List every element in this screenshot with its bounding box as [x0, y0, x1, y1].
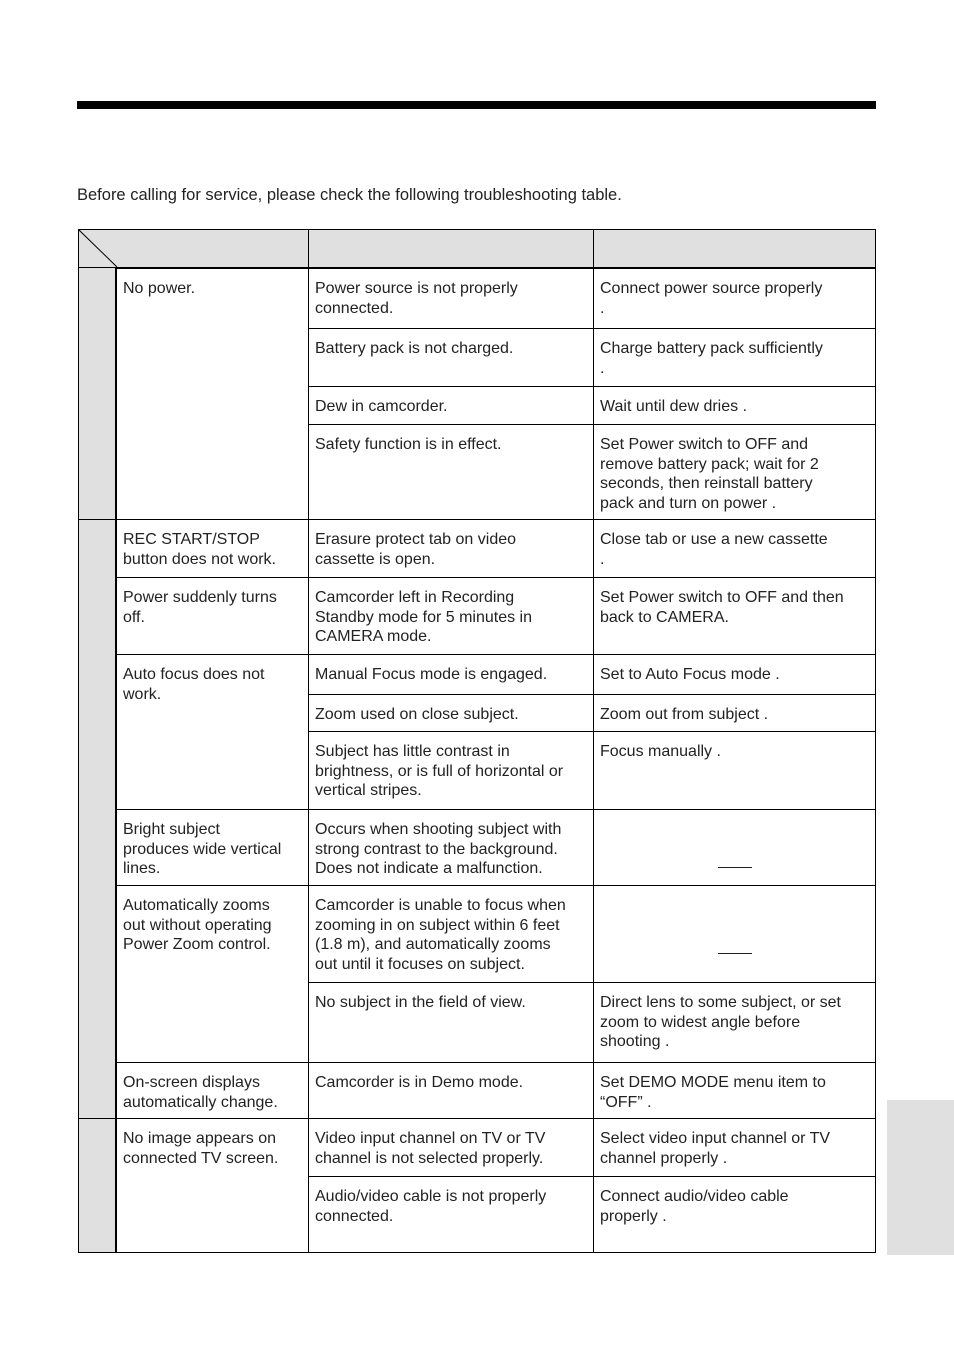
solution-cell: Connect audio/video cable properly . [594, 1176, 875, 1252]
cause-cell: Power source is not properly connected. [309, 268, 594, 328]
solution-cell: Focus manually . [594, 731, 875, 809]
cause-cell: Zoom used on close subject. [309, 694, 594, 731]
cause-cell: Camcorder left in Recording Standby mode for 5 minutes in CAMERA mode. [309, 577, 594, 654]
cause-cell: Manual Focus mode is engaged. [309, 654, 594, 694]
symptom-cell: Auto focus does not work. [117, 654, 309, 809]
header-divider [593, 230, 594, 267]
solution-cell: Set to Auto Focus mode . [594, 654, 875, 694]
top-rule [77, 101, 876, 109]
category-recording [79, 519, 117, 1118]
troubleshooting-table [78, 229, 876, 1253]
solution-cell: Connect power source properly . [594, 268, 875, 328]
cause-cell: Camcorder is unable to focus when zooming in on subject within 6 feet (1.8 m), and automatically zooms out until it focuses on subject. [309, 885, 594, 982]
category-power [79, 268, 117, 519]
cause-cell: Audio/video cable is not properly connected. [309, 1176, 594, 1252]
solution-cell: Close tab or use a new cassette . [594, 519, 875, 577]
cause-cell: Video input channel on TV or TV channel is not selected properly. [309, 1118, 594, 1176]
cause-cell: Camcorder is in Demo mode. [309, 1062, 594, 1118]
symptom-cell: On-screen displays automatically change. [117, 1062, 309, 1118]
symptom-cell: REC START/STOP button does not work. [117, 519, 309, 577]
cause-cell: Occurs when shooting subject with strong contrast to the background. Does not indicate a malfunction. [309, 809, 594, 885]
cause-cell: Dew in camcorder. [309, 386, 594, 424]
symptom-cell: Bright subject produces wide vertical lines. [117, 809, 309, 885]
category-playback [79, 1118, 117, 1252]
symptom-cell: Power suddenly turns off. [117, 577, 309, 654]
table-header [79, 230, 875, 268]
intro-text: Before calling for service, please check the following troubleshooting table. [77, 186, 622, 204]
cause-cell: Erasure protect tab on video cassette is open. [309, 519, 594, 577]
solution-cell-empty [594, 809, 875, 885]
solution-cell: Set Power switch to OFF and remove battery pack; wait for 2 seconds, then reinstall battery pack and turn on power . [594, 424, 875, 519]
solution-cell: Zoom out from subject . [594, 694, 875, 731]
em-dash-mark [718, 953, 752, 954]
symptom-cell: No image appears on connected TV screen. [117, 1118, 309, 1252]
cause-cell: Safety function is in effect. [309, 424, 594, 519]
header-diagonal [79, 230, 119, 268]
cause-cell: No subject in the field of view. [309, 982, 594, 1062]
cause-cell: Battery pack is not charged. [309, 328, 594, 386]
solution-cell: Select video input channel or TV channel properly . [594, 1118, 875, 1176]
solution-cell-empty [594, 885, 875, 982]
symptom-cell: Automatically zooms out without operating Power Zoom control. [117, 885, 309, 1062]
solution-cell: Set DEMO MODE menu item to “OFF” . [594, 1062, 875, 1118]
side-tab [887, 1100, 954, 1255]
solution-cell: Wait until dew dries . [594, 386, 875, 424]
solution-cell: Charge battery pack sufficiently . [594, 328, 875, 386]
header-divider [308, 230, 309, 267]
symptom-cell: No power. [117, 268, 309, 519]
cause-cell: Subject has little contrast in brightness, or is full of horizontal or vertical stripes. [309, 731, 594, 809]
em-dash-mark [718, 867, 752, 868]
solution-cell: Set Power switch to OFF and then back to CAMERA. [594, 577, 875, 654]
solution-cell: Direct lens to some subject, or set zoom to widest angle before shooting . [594, 982, 875, 1062]
